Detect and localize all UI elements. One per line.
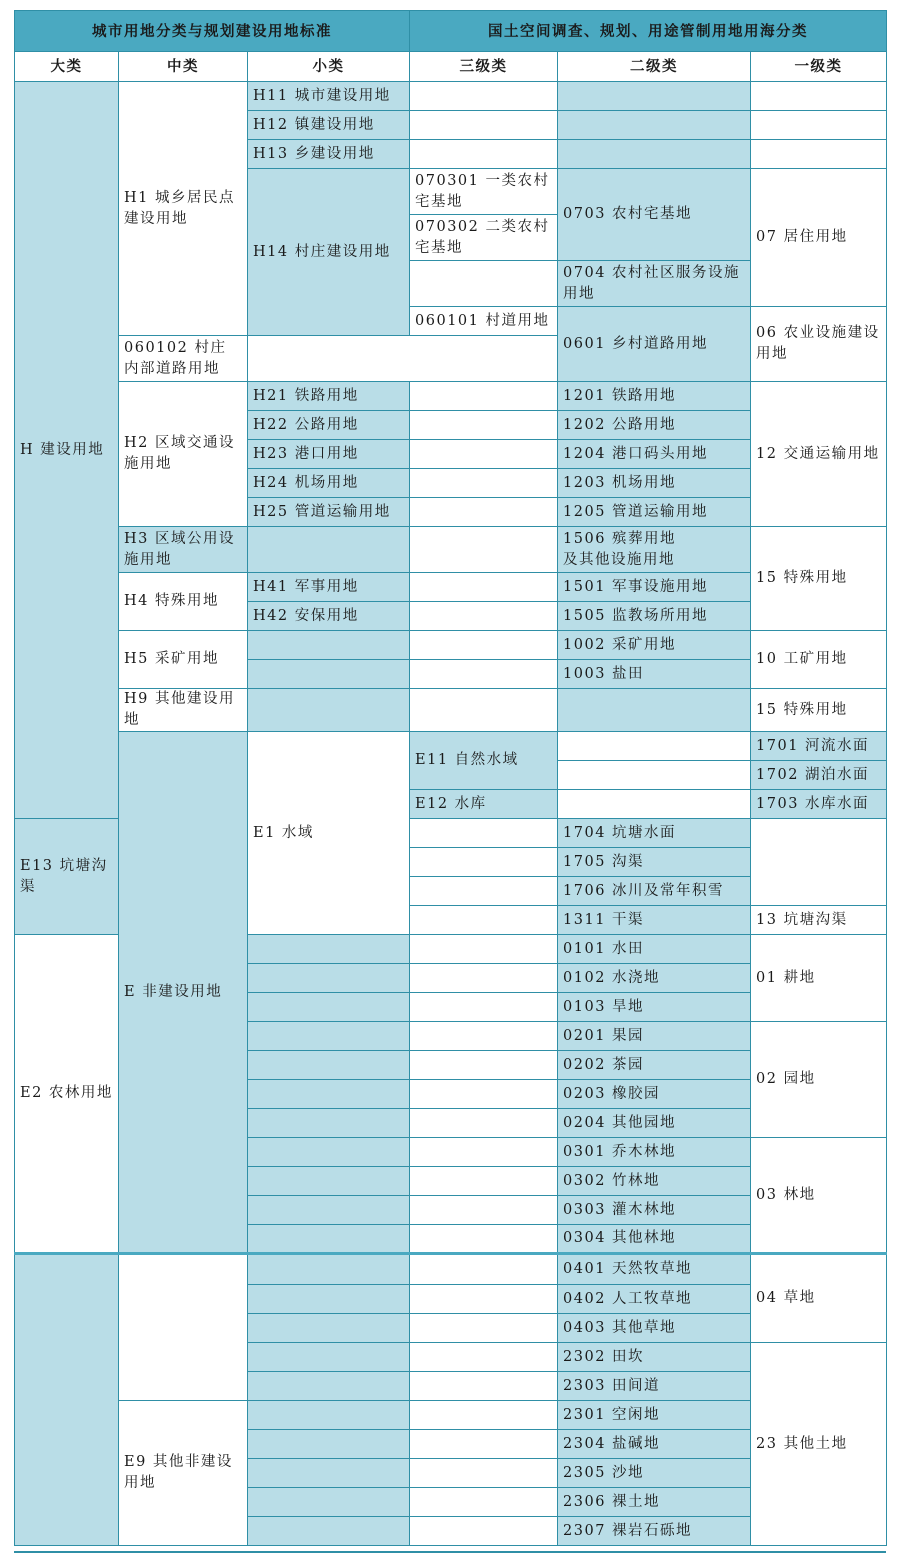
category-15-other: 15 特殊用地	[751, 689, 887, 732]
empty-cell	[410, 1314, 558, 1343]
empty-cell	[410, 469, 558, 498]
empty-cell	[410, 1488, 558, 1517]
empty-cell	[248, 1196, 410, 1225]
category-0402: 0402 人工牧草地	[558, 1285, 751, 1314]
empty-cell	[410, 964, 558, 993]
category-060102: 060102 村庄内部道路用地	[119, 336, 248, 382]
category-1701: 1701 河流水面	[751, 732, 887, 761]
category-0304: 0304 其他林地	[558, 1225, 751, 1254]
category-H22: H22 公路用地	[248, 411, 410, 440]
column-header-row	[15, 52, 887, 82]
category-0102: 0102 水浇地	[558, 964, 751, 993]
empty-cell	[248, 1372, 410, 1401]
category-H12: H12 镇建设用地	[248, 111, 410, 140]
empty-cell	[410, 935, 558, 964]
empty-cell	[751, 82, 887, 111]
empty-cell	[248, 964, 410, 993]
land-classification-table	[14, 10, 887, 1546]
category-H41: H41 军事用地	[248, 573, 410, 602]
category-0703: 0703 农村宅基地	[558, 169, 751, 261]
category-H21: H21 铁路用地	[248, 382, 410, 411]
empty-cell	[248, 1109, 410, 1138]
land-classification-table-container	[14, 10, 886, 1553]
category-06: 06 农业设施建设用地	[751, 307, 887, 382]
category-13: 13 坑塘沟渠	[751, 906, 887, 935]
category-0201: 0201 果园	[558, 1022, 751, 1051]
table-row	[15, 382, 887, 411]
empty-cell	[248, 1080, 410, 1109]
category-10: 10 工矿用地	[751, 631, 887, 689]
category-H11: H11 城市建设用地	[248, 82, 410, 111]
category-H14: H14 村庄建设用地	[248, 169, 410, 336]
empty-cell	[558, 790, 751, 819]
empty-cell	[410, 1430, 558, 1459]
category-E9: E9 其他非建设用地	[119, 1401, 248, 1546]
empty-cell	[410, 1138, 558, 1167]
category-H4: H4 特殊用地	[119, 573, 248, 631]
empty-cell	[410, 440, 558, 469]
empty-cell	[15, 1254, 119, 1546]
empty-cell	[410, 1343, 558, 1372]
empty-cell	[410, 140, 558, 169]
empty-cell	[248, 1517, 410, 1546]
empty-cell	[410, 1109, 558, 1138]
empty-cell	[248, 1459, 410, 1488]
empty-cell	[248, 1138, 410, 1167]
category-060101: 060101 村道用地	[410, 307, 558, 336]
category-H3: H3 区域公用设施用地	[119, 527, 248, 573]
empty-cell	[558, 689, 751, 732]
category-H23: H23 港口用地	[248, 440, 410, 469]
empty-cell	[410, 631, 558, 660]
right-section-title: 国土空间调查、规划、用途管制用地用海分类	[410, 11, 887, 52]
category-H5: H5 采矿用地	[119, 631, 248, 689]
category-1501: 1501 军事设施用地	[558, 573, 751, 602]
category-H9: H9 其他建设用地	[119, 689, 248, 732]
empty-cell	[410, 993, 558, 1022]
empty-cell	[410, 82, 558, 111]
category-1702: 1702 湖泊水面	[751, 761, 887, 790]
empty-cell	[410, 689, 558, 732]
empty-cell	[410, 1022, 558, 1051]
empty-cell	[410, 1167, 558, 1196]
category-H13: H13 乡建设用地	[248, 140, 410, 169]
category-1202: 1202 公路用地	[558, 411, 751, 440]
empty-cell	[248, 631, 410, 660]
category-2307: 2307 裸岩石砾地	[558, 1517, 751, 1546]
category-0101: 0101 水田	[558, 935, 751, 964]
table-row	[15, 82, 887, 111]
category-1311: 1311 干渠	[558, 906, 751, 935]
empty-cell	[558, 761, 751, 790]
category-1506: 1506 殡葬用地 及其他设施用地	[558, 527, 751, 573]
empty-cell	[248, 1051, 410, 1080]
category-H25: H25 管道运输用地	[248, 498, 410, 527]
category-070301: 070301 一类农村宅基地	[410, 169, 558, 215]
category-H1: H1 城乡居民点建设用地	[119, 82, 248, 336]
category-1703: 1703 水库水面	[751, 790, 887, 819]
empty-cell	[558, 732, 751, 761]
empty-cell	[410, 411, 558, 440]
col-header-sanji: 三级类	[410, 52, 558, 82]
category-2305: 2305 沙地	[558, 1459, 751, 1488]
category-0601: 0601 乡村道路用地	[558, 307, 751, 382]
category-1505: 1505 监教场所用地	[558, 602, 751, 631]
empty-cell	[410, 1196, 558, 1225]
category-E13: E13 坑塘沟渠	[15, 819, 119, 935]
category-1704: 1704 坑塘水面	[558, 819, 751, 848]
col-header-erji: 二级类	[558, 52, 751, 82]
category-2303: 2303 田间道	[558, 1372, 751, 1401]
empty-cell	[558, 82, 751, 111]
empty-cell	[410, 1459, 558, 1488]
empty-cell	[410, 573, 558, 602]
empty-cell	[410, 906, 558, 935]
category-E2: E2 农林用地	[15, 935, 119, 1254]
empty-cell	[558, 111, 751, 140]
empty-cell	[410, 1254, 558, 1285]
category-0302: 0302 竹林地	[558, 1167, 751, 1196]
category-070302: 070302 二类农村宅基地	[410, 215, 558, 261]
title-row	[15, 11, 887, 52]
category-H24: H24 机场用地	[248, 469, 410, 498]
category-12: 12 交通运输用地	[751, 382, 887, 527]
category-0303: 0303 灌木林地	[558, 1196, 751, 1225]
category-1201: 1201 铁路用地	[558, 382, 751, 411]
empty-cell	[410, 382, 558, 411]
table-row	[15, 527, 887, 573]
category-0301: 0301 乔木林地	[558, 1138, 751, 1167]
category-04: 04 草地	[751, 1254, 887, 1343]
category-0103: 0103 旱地	[558, 993, 751, 1022]
empty-cell	[248, 1343, 410, 1372]
empty-cell	[410, 527, 558, 573]
category-H2: H2 区域交通设施用地	[119, 382, 248, 527]
empty-cell	[248, 1314, 410, 1343]
table-row	[15, 1254, 887, 1285]
empty-cell	[558, 140, 751, 169]
category-1706: 1706 冰川及常年积雪	[558, 877, 751, 906]
category-0202: 0202 茶园	[558, 1051, 751, 1080]
empty-cell	[248, 1167, 410, 1196]
empty-cell	[248, 1488, 410, 1517]
category-01: 01 耕地	[751, 935, 887, 1022]
category-03: 03 林地	[751, 1138, 887, 1254]
empty-cell	[410, 877, 558, 906]
empty-cell	[248, 1225, 410, 1254]
empty-cell	[248, 1430, 410, 1459]
category-0204: 0204 其他园地	[558, 1109, 751, 1138]
category-0401: 0401 天然牧草地	[558, 1254, 751, 1285]
empty-cell	[410, 1080, 558, 1109]
category-2301: 2301 空闲地	[558, 1401, 751, 1430]
empty-cell	[410, 602, 558, 631]
category-E12: E12 水库	[410, 790, 558, 819]
category-1003: 1003 盐田	[558, 660, 751, 689]
empty-cell	[248, 1254, 410, 1285]
category-1204: 1204 港口码头用地	[558, 440, 751, 469]
category-15: 15 特殊用地	[751, 527, 887, 631]
category-1002: 1002 采矿用地	[558, 631, 751, 660]
table-row	[15, 689, 887, 732]
category-0203: 0203 橡胶园	[558, 1080, 751, 1109]
empty-cell	[410, 1225, 558, 1254]
col-header-dalei: 大类	[15, 52, 119, 82]
empty-cell	[410, 848, 558, 877]
category-23: 23 其他土地	[751, 1343, 887, 1546]
category-07: 07 居住用地	[751, 169, 887, 307]
col-header-yiji: 一级类	[751, 52, 887, 82]
category-0403: 0403 其他草地	[558, 1314, 751, 1343]
empty-cell	[248, 1022, 410, 1051]
empty-cell	[248, 935, 410, 964]
category-2304: 2304 盐碱地	[558, 1430, 751, 1459]
empty-cell	[410, 660, 558, 689]
category-2302: 2302 田坎	[558, 1343, 751, 1372]
empty-cell	[410, 111, 558, 140]
empty-cell	[751, 111, 887, 140]
empty-cell	[248, 660, 410, 689]
empty-cell	[410, 1517, 558, 1546]
empty-cell	[248, 993, 410, 1022]
empty-cell	[119, 1254, 248, 1401]
empty-cell	[410, 1401, 558, 1430]
category-H: H 建设用地	[15, 82, 119, 819]
category-H42: H42 安保用地	[248, 602, 410, 631]
table-row	[15, 631, 887, 660]
empty-cell	[248, 1401, 410, 1430]
empty-cell	[248, 527, 410, 573]
empty-cell	[410, 1051, 558, 1080]
category-1205: 1205 管道运输用地	[558, 498, 751, 527]
left-section-title: 城市用地分类与规划建设用地标准	[15, 11, 410, 52]
category-1203: 1203 机场用地	[558, 469, 751, 498]
category-E: E 非建设用地	[119, 732, 248, 1254]
empty-cell	[410, 261, 558, 307]
category-1705: 1705 沟渠	[558, 848, 751, 877]
category-E1: E1 水域	[248, 732, 410, 935]
empty-cell	[410, 1372, 558, 1401]
col-header-xiaolei: 小类	[248, 52, 410, 82]
category-E11: E11 自然水域	[410, 732, 558, 790]
empty-cell	[410, 1285, 558, 1314]
category-0704: 0704 农村社区服务设施用地	[558, 261, 751, 307]
category-02: 02 园地	[751, 1022, 887, 1138]
category-2306: 2306 裸土地	[558, 1488, 751, 1517]
empty-cell	[410, 819, 558, 848]
empty-cell	[751, 140, 887, 169]
table-row	[15, 732, 887, 761]
col-header-zhonglei: 中类	[119, 52, 248, 82]
empty-cell	[248, 689, 410, 732]
empty-cell	[410, 498, 558, 527]
empty-cell	[248, 1285, 410, 1314]
